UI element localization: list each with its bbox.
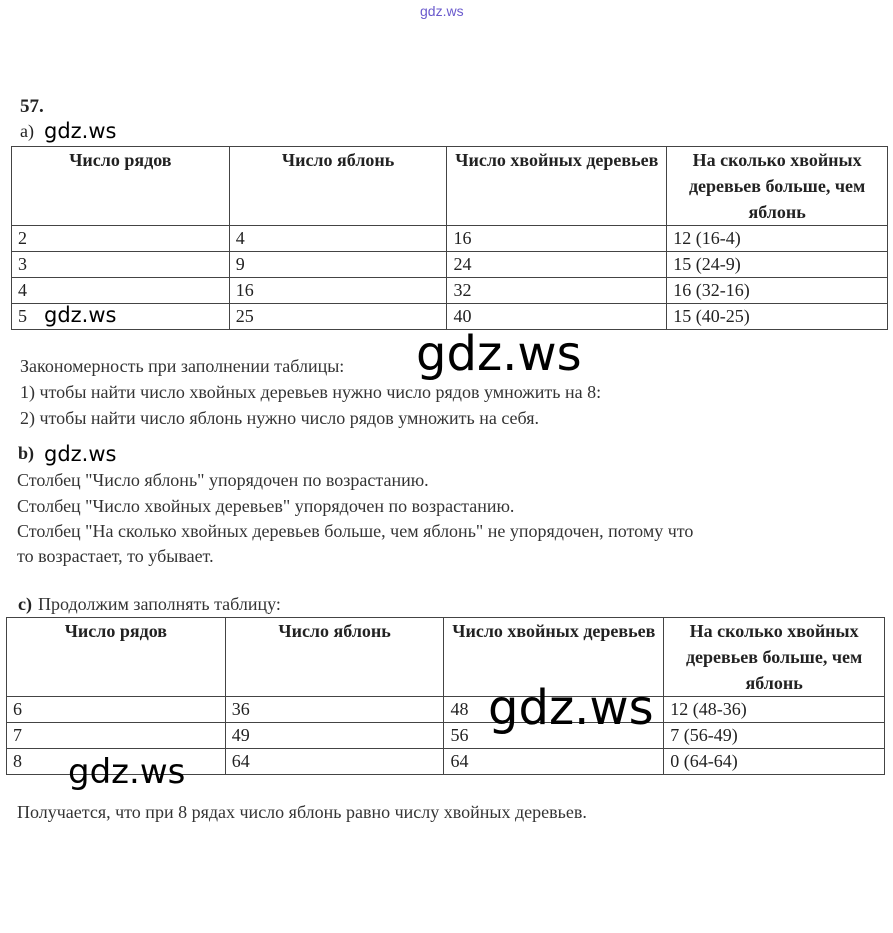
table-cell: 7 (56-49) xyxy=(664,723,885,749)
table-c-header-apples: Число яблонь xyxy=(225,618,444,697)
watermark-table-a: gdz.ws xyxy=(44,303,117,327)
table-cell: 0 (64-64) xyxy=(664,749,885,775)
problem-number: 57. xyxy=(20,96,44,117)
table-cell: 36 xyxy=(225,697,444,723)
part-b-line-1: Столбец "Число яблонь" упорядочен по возрастанию. xyxy=(17,470,429,490)
table-cell: 24 xyxy=(447,252,667,278)
part-b-line-3: Столбец "На сколько хвойных деревьев больше, чем яблонь" не упорядочен, потому что xyxy=(17,521,694,541)
table-cell: 25 xyxy=(229,304,447,330)
table-row xyxy=(12,278,888,304)
part-b-line-2: Столбец "Число хвойных деревьев" упорядочен по возрастанию. xyxy=(17,496,515,516)
watermark-top: gdz.ws xyxy=(420,3,464,19)
pattern-heading: Закономерность при заполнении таблицы: xyxy=(20,356,345,376)
watermark-big-2: gdz.ws xyxy=(488,680,654,736)
table-c-header-rows: Число рядов xyxy=(7,618,226,697)
table-cell: 56 xyxy=(444,723,664,749)
pattern-rule-1: 1) чтобы найти число хвойных деревьев нужно число рядов умножить на 8: xyxy=(20,382,602,402)
table-a-header-conifers: Число хвойных деревьев xyxy=(447,147,667,226)
table-cell: 4 xyxy=(12,278,230,304)
part-c-intro: Продолжим заполнять таблицу: xyxy=(38,594,281,614)
table-cell: 48 xyxy=(444,697,664,723)
table-cell: 12 (48-36) xyxy=(664,697,885,723)
table-row xyxy=(7,723,885,749)
table-row xyxy=(12,252,888,278)
table-row xyxy=(12,226,888,252)
part-b-label: b) xyxy=(18,443,35,463)
table-cell: 64 xyxy=(444,749,664,775)
table-cell: 4 xyxy=(229,226,447,252)
table-a-header-difference: На сколько хвойных деревьев больше, чем яблонь xyxy=(667,147,888,226)
watermark-c: gdz.ws xyxy=(68,752,186,792)
table-cell: 15 (24-9) xyxy=(667,252,888,278)
table-cell: 7 xyxy=(7,723,226,749)
table-cell: 3 xyxy=(12,252,230,278)
table-cell: 8 xyxy=(7,749,226,775)
table-a-header-rows: Число рядов xyxy=(12,147,230,226)
watermark-big-1: gdz.ws xyxy=(416,326,582,382)
table-a-header-apples: Число яблонь xyxy=(229,147,447,226)
table-cell: 16 xyxy=(229,278,447,304)
table-cell: 32 xyxy=(447,278,667,304)
table-cell: 16 xyxy=(447,226,667,252)
table-cell: 12 (16-4) xyxy=(667,226,888,252)
table-cell: 5 xyxy=(12,304,230,330)
table-cell: 2 xyxy=(12,226,230,252)
pattern-rule-2: 2) чтобы найти число яблонь нужно число рядов умножить на себя. xyxy=(20,408,540,428)
table-cell: 64 xyxy=(225,749,444,775)
table-c-header-difference: На сколько хвойных деревьев больше, чем яблонь xyxy=(664,618,885,697)
table-c-header-conifers: Число хвойных деревьев xyxy=(444,618,664,697)
table-row xyxy=(7,697,885,723)
watermark-a: gdz.ws xyxy=(44,119,117,143)
table-cell: 15 (40-25) xyxy=(667,304,888,330)
part-b-line-4: то возрастает, то убывает. xyxy=(17,546,214,566)
table-cell: 9 xyxy=(229,252,447,278)
table-cell: 16 (32-16) xyxy=(667,278,888,304)
part-c-label: c) xyxy=(18,594,32,614)
table-cell: 6 xyxy=(7,697,226,723)
watermark-b: gdz.ws xyxy=(44,442,117,466)
part-a-label: a) xyxy=(20,121,34,141)
table-a xyxy=(11,146,888,330)
table-cell: 49 xyxy=(225,723,444,749)
part-c-conclusion: Получается, что при 8 рядах число яблонь равно числу хвойных деревьев. xyxy=(17,802,587,822)
table-cell: 40 xyxy=(447,304,667,330)
